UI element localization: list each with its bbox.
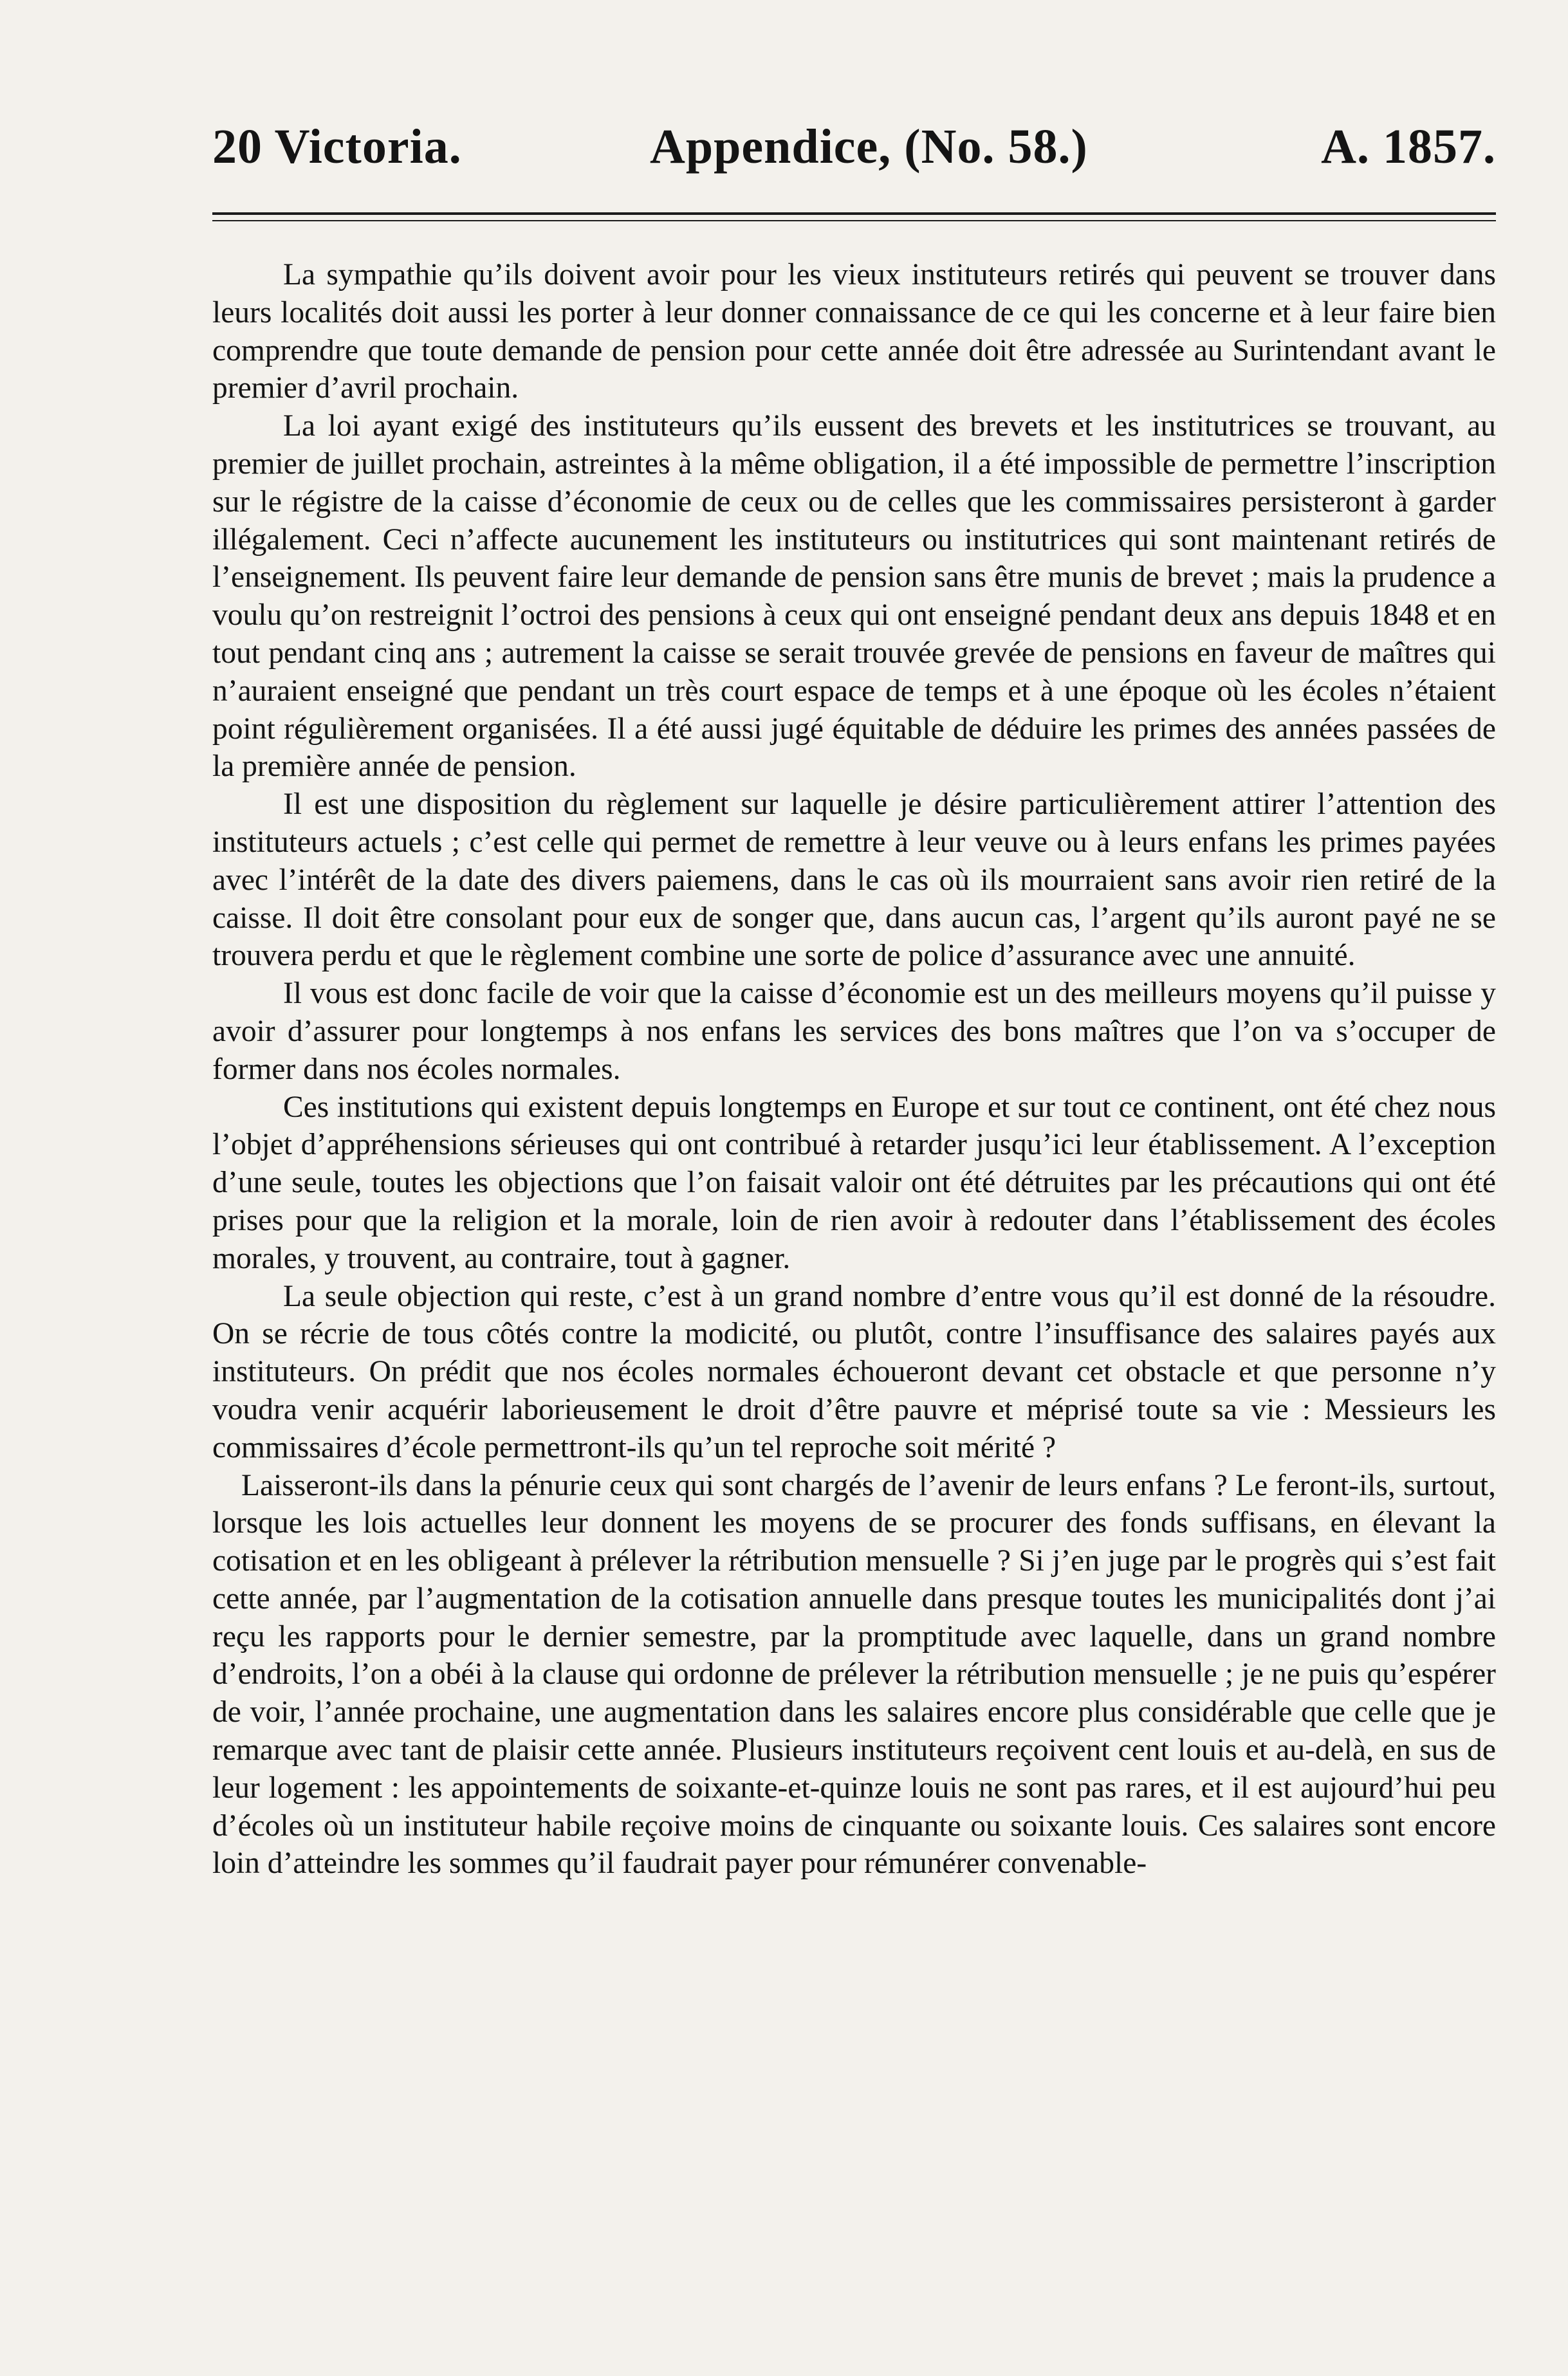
header-year: A. 1857. [1321,120,1496,174]
body-text [212,256,1496,1883]
paragraph-4: Il vous est donc facile de voir que la caisse d’économie est un des meilleurs moyens qu’il puisse y avoir d’assurer pour longtemps à nos enfans les services des bons maîtres que l’on va s’occuper de former dans nos écoles normales. [212,977,1496,1086]
running-header [212,115,1496,179]
paragraph-7: Laisseront-ils dans la pénurie ceux qui sont chargés de l’avenir de leurs enfans ? Le feront-ils, surtout, lorsque les lois actuelles leur donnent les moyens de se procurer des fonds suffisans, en élevant la cotisation et en les obligeant à prélever la rétribution mensuelle ? Si j’en juge par le progrès qui s’est fait cette année, par l’augmentation de la cotisation annuelle dans presque toutes les municipalités dont j’ai reçu les rapports pour le dernier semestre, par la promptitude avec laquelle, dans un grand nombre d’endroits, l’on a obéi à la clause qui ordonne de prélever la rétribution mensuelle ; je ne puis qu’espérer de voir, l’année prochaine, une augmentation dans les salaires encore plus considérable que celle que je remarque avec tant de plaisir cette année. Plusieurs instituteurs reçoivent cent louis et au-delà, en sus de leur logement : les appointements de soixante-et-quinze louis ne sont pas rares, et il est aujourd’hui peu d’écoles où un instituteur habile reçoive moins de cinquante ou soixante louis. Ces salaires sont encore loin d’atteindre les sommes qu’il faudrait payer pour rémunérer convenable- [212,1468,1496,1881]
header-rule-thick [212,212,1496,215]
paragraph-3: Il est une disposition du règlement sur laquelle je désire particulièrement attirer l’attention des instituteurs actuels ; c’est celle qui permet de remettre à leur veuve ou à leurs enfans les primes payées avec l’intérêt de la date des divers paiemens, dans le cas où ils mourraient sans avoir rien retiré de la caisse. Il doit être consolant pour eux de songer que, dans aucun cas, l’argent qu’ils auront payé ne se trouvera perdu et que le règlement combine une sorte de police d’assurance avec une annuité. [212,787,1496,973]
paragraph-1: La sympathie qu’ils doivent avoir pour les vieux instituteurs retirés qui peuvent se trouver dans leurs localités doit aussi les porter à leur donner connaissance de ce qui les concerne et à leur faire bien comprendre que toute demande de pension pour cette année doit être adressée au Surintendant avant le premier d’avril prochain. [212,258,1496,405]
paragraph-5: Ces institutions qui existent depuis longtemps en Europe et sur tout ce continent, ont été chez nous l’objet d’appréhensions sérieuses qui ont contribué à retarder jusqu’ici leur établissement. A l’exception d’une seule, toutes les objections que l’on faisait valoir ont été détruites par les précautions qui ont été prises pour que la religion et la morale, loin de rien avoir à redouter dans l’établissement des écoles morales, y trouvent, au contraire, tout à gagner. [212,1090,1496,1275]
header-rule-thin [212,220,1496,221]
paragraph-6: La seule objection qui reste, c’est à un grand nombre d’entre vous qu’il est donné de la résoudre. On se récrie de tous côtés contre la modicité, ou plutôt, contre l’insuffisance des salaires payés aux instituteurs. On prédit que nos écoles normales échoueront devant cet obstacle et que personne n’y voudra venir acquérir laborieusement le droit d’être pauvre et méprisé toute sa vie : Messieurs les commissaires d’école permettront-ils qu’un tel reproche soit mérité ? [212,1279,1496,1464]
header-appendix-number: Appendice, (No. 58.) [650,120,1088,174]
header-session: 20 Victoria. [212,120,462,174]
paragraph-2: La loi ayant exigé des instituteurs qu’ils eussent des brevets et les institutrices se trouvant, au premier de juillet prochain, astreintes à la même obligation, il a été impossible de permettre l’inscription sur le régistre de la caisse d’économie de ceux ou de celles que les commissaires persisteront à garder illégalement. Ceci n’affecte aucunement les instituteurs ou institutrices qui sont maintenant retirés de l’enseignement. Ils peuvent faire leur demande de pension sans être munis de brevet ; mais la prudence a voulu qu’on restreignit l’octroi des pensions à ceux qui ont enseigné pendant deux ans depuis 1848 et en tout pendant cinq ans ; autrement la caisse se serait trouvée grevée de pensions en faveur de maîtres qui n’auraient enseigné que pendant un très court espace de temps et à une époque où les écoles n’étaient point régulièrement organisées. Il a été aussi jugé équitable de déduire les primes des années passées de la première année de pension. [212,409,1496,784]
document-page [212,0,1496,2376]
